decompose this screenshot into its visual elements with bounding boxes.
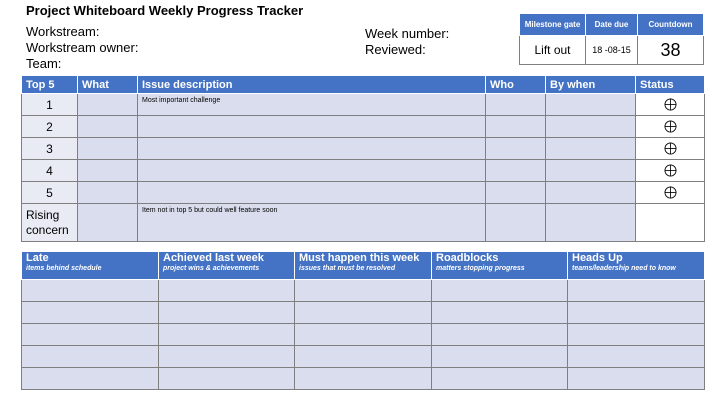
row-number: 3 [22,138,78,160]
achieved-cell[interactable] [159,324,295,346]
must-happen-cell[interactable] [295,302,432,324]
roadblocks-cell[interactable] [432,324,568,346]
week-number-label: Week number: [365,26,450,41]
table-row [22,368,705,390]
late-cell[interactable] [22,302,159,324]
page-title: Project Whiteboard Weekly Progress Tracker [26,3,304,18]
status-cell[interactable] [636,160,705,182]
table-row [22,94,705,116]
achieved-subtitle: project wins & achievements [163,265,260,272]
what-cell[interactable] [78,138,138,160]
who-cell[interactable] [486,182,546,204]
row-number: 5 [22,182,78,204]
achieved-cell[interactable] [159,302,295,324]
achieved-cell[interactable] [159,368,295,390]
late-cell[interactable] [22,368,159,390]
what-cell[interactable] [78,116,138,138]
status-cell[interactable] [636,204,705,242]
issue-description-cell[interactable]: Most important challenge [138,94,486,116]
issue-description-cell[interactable] [138,182,486,204]
rising-concern-label: Rising concern [22,204,78,242]
roadblocks-cell[interactable] [432,368,568,390]
who-cell[interactable] [486,94,546,116]
roadblocks-cell[interactable] [432,346,568,368]
by-when-cell[interactable] [546,160,636,182]
weekly-tracker-table [21,251,705,390]
workstream-label: Workstream: [26,24,100,39]
countdown-value: 38 [638,36,704,65]
issue-description-cell[interactable]: Item not in top 5 but could well feature soon [138,204,486,242]
status-circle-cross-icon[interactable] [664,164,677,177]
by-when-header: By when [546,76,636,94]
workstream-owner-label: Workstream owner: [26,40,139,55]
what-cell[interactable] [78,182,138,204]
by-when-cell[interactable] [546,204,636,242]
roadblocks-subtitle: matters stopping progress [436,265,525,272]
status-circle-cross-icon[interactable] [664,120,677,133]
who-cell[interactable] [486,204,546,242]
late-subtitle: items behind schedule [26,265,102,272]
date-due-value[interactable]: 18 -08-15 [586,36,638,65]
heads-up-cell[interactable] [568,280,705,302]
must-happen-cell[interactable] [295,368,432,390]
by-when-cell[interactable] [546,116,636,138]
table-row [22,116,705,138]
must-happen-cell[interactable] [295,346,432,368]
late-cell[interactable] [22,280,159,302]
who-cell[interactable] [486,138,546,160]
what-cell[interactable] [78,160,138,182]
status-header: Status [636,76,705,94]
issue-description-cell[interactable] [138,116,486,138]
status-cell[interactable] [636,138,705,160]
table-row [22,160,705,182]
table-row [22,280,705,302]
who-header: Who [486,76,546,94]
late-cell[interactable] [22,324,159,346]
milestone-gate-header: Milestone gate [520,14,586,36]
must-happen-cell[interactable] [295,324,432,346]
heads-up-cell[interactable] [568,302,705,324]
status-cell[interactable] [636,182,705,204]
row-number: 1 [22,94,78,116]
status-cell[interactable] [636,94,705,116]
row-number: 2 [22,116,78,138]
rising-concern-row [22,204,705,242]
date-due-header: Date due [586,14,638,36]
team-label: Team: [26,56,62,71]
late-header: Late items behind schedule [22,252,159,280]
by-when-cell[interactable] [546,138,636,160]
status-circle-cross-icon[interactable] [664,142,677,155]
issue-description-header: Issue description [138,76,486,94]
countdown-header: Countdown [638,14,704,36]
top5-header: Top 5 [22,76,78,94]
late-cell[interactable] [22,346,159,368]
must-happen-header: Must happen this week issues that must be resolved [295,252,432,280]
reviewed-label: Reviewed: [365,42,426,57]
table-row [22,138,705,160]
roadblocks-cell[interactable] [432,280,568,302]
status-circle-cross-icon[interactable] [664,98,677,111]
table-row [22,302,705,324]
heads-up-cell[interactable] [568,324,705,346]
by-when-cell[interactable] [546,94,636,116]
issue-description-cell[interactable] [138,138,486,160]
roadblocks-cell[interactable] [432,302,568,324]
achieved-header: Achieved last week project wins & achievements [159,252,295,280]
must-happen-subtitle: issues that must be resolved [299,265,396,272]
table-row [22,346,705,368]
milestone-gate-value[interactable]: Lift out [520,36,586,65]
must-happen-cell[interactable] [295,280,432,302]
status-cell[interactable] [636,116,705,138]
who-cell[interactable] [486,116,546,138]
heads-up-header: Heads Up teams/leadership need to know [568,252,705,280]
what-cell[interactable] [78,94,138,116]
issues-table [21,75,705,242]
row-number: 4 [22,160,78,182]
milestone-box [519,13,704,65]
roadblocks-header: Roadblocks matters stopping progress [432,252,568,280]
heads-up-cell[interactable] [568,368,705,390]
heads-up-subtitle: teams/leadership need to know [572,265,676,272]
status-circle-cross-icon[interactable] [664,186,677,199]
who-cell[interactable] [486,160,546,182]
table-row [22,324,705,346]
what-header: What [78,76,138,94]
achieved-cell[interactable] [159,346,295,368]
what-cell[interactable] [78,204,138,242]
achieved-cell[interactable] [159,280,295,302]
heads-up-cell[interactable] [568,346,705,368]
by-when-cell[interactable] [546,182,636,204]
issue-description-cell[interactable] [138,160,486,182]
table-row [22,182,705,204]
